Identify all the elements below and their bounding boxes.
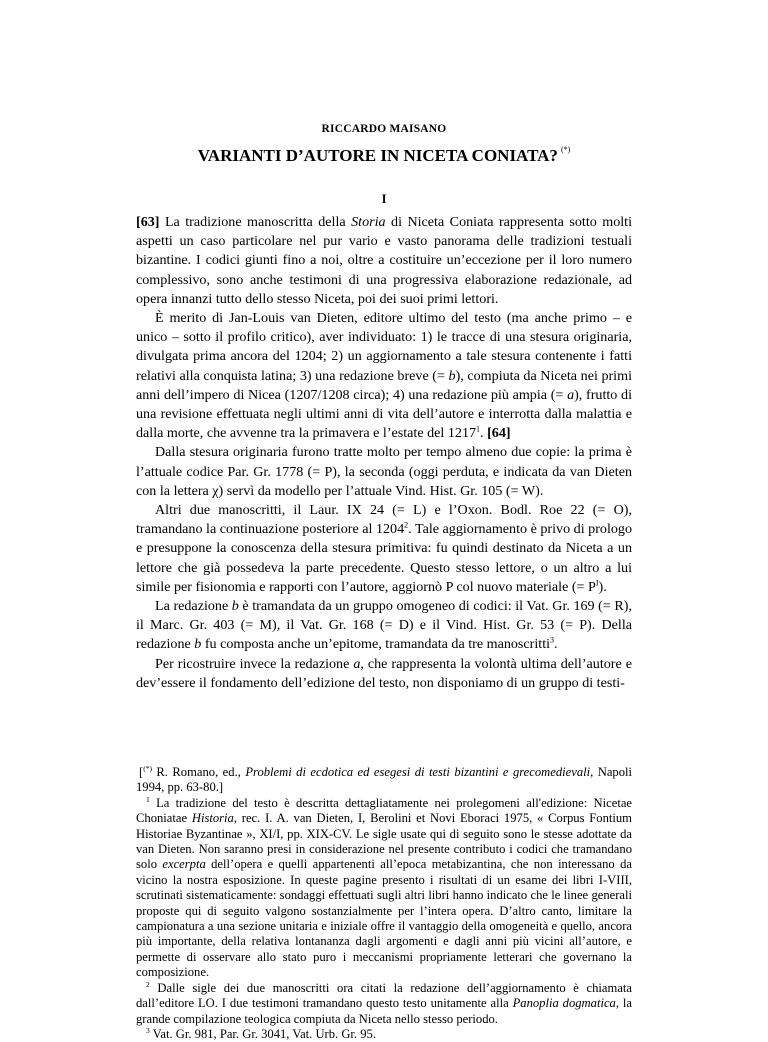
footnote-star: [(*) R. Romano, ed., Problemi di ecdotica ed esegesi di testi bizantini e grecomedievali, Napoli 1994, pp. 63-80.]: [136, 763, 633, 795]
footnote-ref-2[interactable]: 2: [404, 520, 409, 530]
footnote-number: 3: [146, 1025, 150, 1035]
paragraph-1: [63] La tradizione manoscritta della Storia di Niceta Coniata rappresenta sotto molti aspetti un caso particolare nel pur vario e vasto panorama delle tradizioni testuali bizantine. I codici giunti fino a noi, oltre a costituire un’eccezione per il loro numero complessivo, sono anche testimoni di una progressiva elaborazione redazionale, ad opera innanzi tutto dello stesso Niceta, poi dei suoi primi lettori.: [136, 214, 632, 307]
paragraph-6: Per ricostruire invece la redazione a, che rappresenta la volontà ultima dell’autore e dev’essere il fondamento dell’edizione del testo, non disponiamo di un gruppo di testi-: [136, 655, 632, 691]
paragraph-5: La redazione b è tramandata da un gruppo omogeneo di codici: il Vat. Gr. 169 (= R), il Marc. Gr. 403 (= M), il Vat. Gr. 168 (= D) e il Vind. Hist. Gr. 53 (= P). Della redazione b fu composta anche un’epitome, tramandata da tre manoscritti$^3$.: [136, 598, 633, 653]
footnote-2: $^2$ Dalle sigle dei due manoscritti ora citati la redazione dell’aggiornamento è chiamata dall’editore LO. I due testimoni tramandano questo testo unitamente alla Panoplia dogmatica, la grande compilazione teologica compiuta da Niceta nello stesso periodo.: [136, 979, 632, 1026]
paragraph-2: È merito di Jan-Louis van Dieten, editore ultimo del testo (ma anche primo – e unico – sotto il profilo critico), aver individuato: 1) le tracce di una stesura originaria, divulgata prima ancora del 1204; 2) un aggiornamento a tale stesura contenente i fatti relativi alla conquista latina; 3) una redazione breve (= b), compiuta da Niceta nei primi anni dell’impero di Nicea (1207/1208 circa); 4) una redazione più ampia (= a), frutto di una revisione effettuata negli ultimi anni di vita dell’autore e interrotta dalla malattia e dalla morte, che avvenne tra la primavera e l’estate del 1217$^1$. [64]: [136, 310, 632, 442]
footnote-number: 1: [146, 794, 150, 804]
footnote-number: 2: [146, 979, 150, 989]
italic-storia: Storia: [351, 214, 386, 230]
footnotes: [136, 765, 632, 1042]
paragraph-3: Dalla stesura originaria furono tratte molto per tempo almeno due copie: la prima è l’attuale codice Par. Gr. 1778 (= P), la seconda (oggi perduta, e indicata da van Dieten con la lettera χ) servì da modello per l’attuale Vind. Hist. Gr. 105 (= W).: [136, 444, 632, 499]
section-number: I: [381, 192, 387, 206]
title-note-mark: (*): [560, 145, 571, 154]
footnote-1: $^1$ La tradizione del testo è descritta dettagliatamente nei prolegomeni all'edizione: Nicetae Choniatae Historia, rec. I. A. van Dieten, I, Berolini et Novi Eboraci 1975, « Corpus Fontium Historiae Byzantinae », XI/I, pp. XIX-CV. Le sigle usate qui di seguito sono le stesse adottate da van Dieten. Non saranno presi in considerazione nel presente contributo i codici che tramandano solo excerpta dell’opera e quelli appartenenti all’epoca metabizantina, che non interessano da vicino la nostra esposizione. In queste pagine presento i risultati di un esame dei libri I-VIII, scrutinati sistematicamente: sondaggi effettuati sugli altri libri hanno indicato che le linee generali proposte qui di seguito valgono sostanzialmente per l’intera opera. D’altro canto, limitare la campionatura a una sezione unitaria e iniziale offre il vantaggio della omogeneità e quello, ancora più importante, della relativa lontananza dagli argomenti e dagli anni più vicini all’autore, e permette di osservare allo stato puro i meccanismi propriamente letterari che governano la composizione.: [136, 794, 632, 980]
author-name: RICCARDO MAISANO: [321, 123, 447, 135]
page-marker-64: [64]: [487, 425, 511, 442]
title-text: VARIANTI D’AUTORE IN NICETA CONIATA?: [197, 146, 558, 165]
footnote-3: $^3$ Vat. Gr. 981, Par. Gr. 3041, Vat. Urb. Gr. 95.: [146, 1025, 376, 1041]
article-title: [136, 146, 632, 166]
footnote-ref-3[interactable]: 3: [550, 635, 555, 645]
footnote-ref-1[interactable]: 1: [476, 424, 481, 434]
page-marker-63: [63]: [136, 214, 160, 230]
main-text: [136, 213, 632, 693]
paragraph-4: Altri due manoscritti, il Laur. IX 24 (= L) e l’Oxon. Bodl. Roe 22 (= O), tramandano la continuazione posteriore al 1204$^2$. Tale aggiornamento è privo di prologo e presuppone la conoscenza della stesura primitiva: fu quindi destinato da Niceta a un lettore che già possedeva la parte precedente. Questo stesso lettore, o un altro a lui simile per fisionomia e rapporti con l’autore, aggiornò P col nuovo materiale (= $P^I$).: [136, 502, 633, 595]
